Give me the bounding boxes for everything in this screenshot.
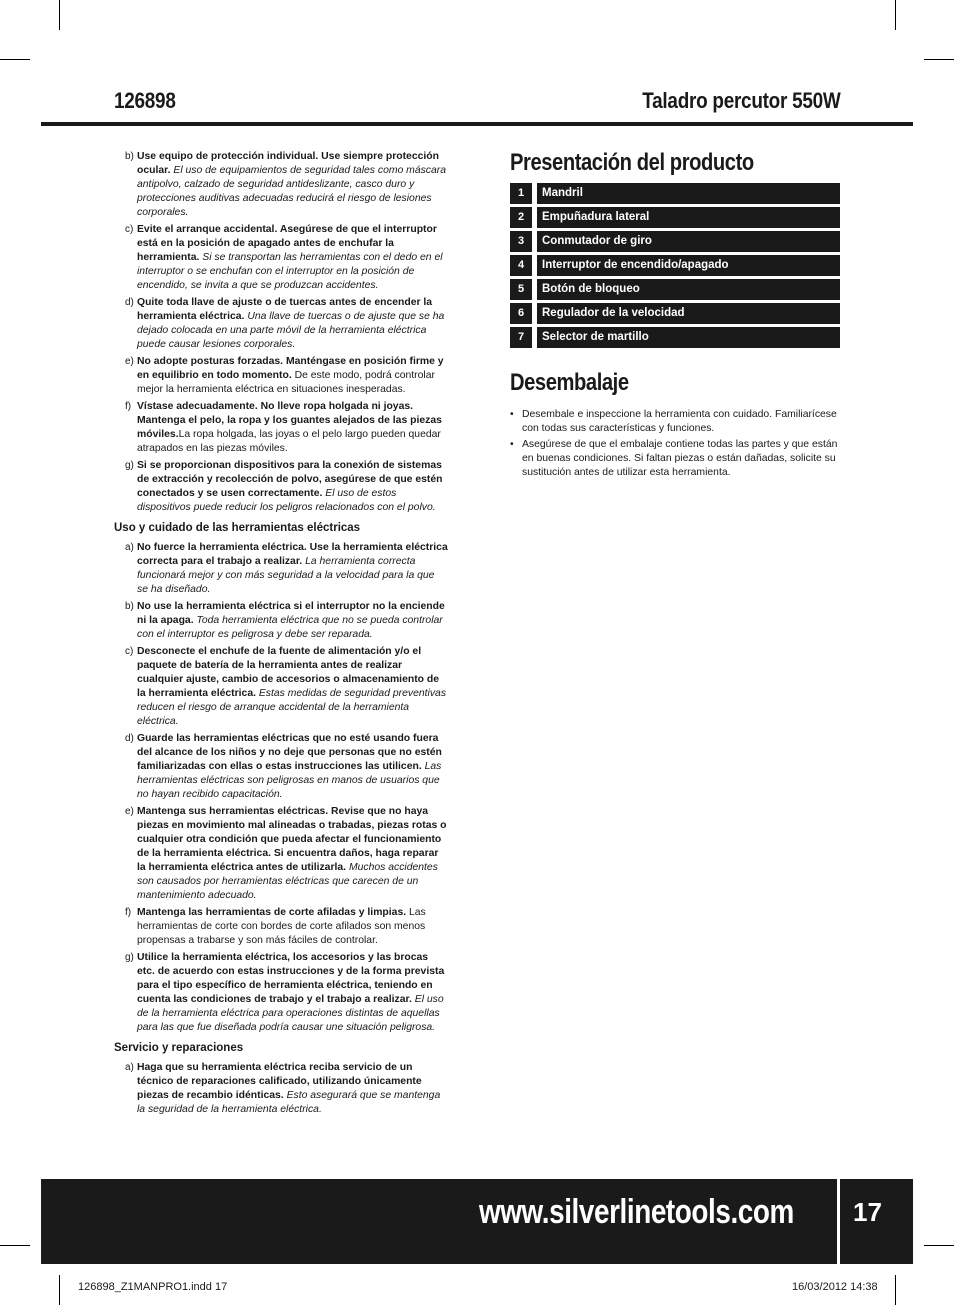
list-item [114,732,448,802]
bullet-text: Desembale e inspeccione la herramienta con cuidado. Familiarícese con todas sus características y funciones. [522,409,837,434]
crop-mark [924,59,954,60]
part-label: Interruptor de encendido/apagado [537,255,840,276]
item-italic-text: La herramienta correcta funcionará mejor y con más seguridad a la velocidad para la que se ha diseñado. [137,556,435,595]
item-bold-text: Haga que su herramienta eléctrica reciba servicio de un técnico de reparaciones calificado, utilizando únicamente piezas de recambio idénticas. [137,1062,422,1101]
item-letter: b) [125,151,134,162]
item-italic-text: El uso de equipamientos de seguridad tales como máscara antipolvo, calzado de seguridad antideslizante, casco duro y protecciones auditivas adecuadas reducirá el riesgo de lesiones corporales. [137,165,447,218]
item-italic-text: Toda herramienta eléctrica que no se pueda controlar con el interruptor es peligrosa y debe ser reparada. [137,615,443,640]
footer-divider [837,1179,840,1264]
footer-bar [41,1179,913,1264]
bullet-dot: • [510,439,514,450]
part-row [510,255,840,276]
product-column [510,148,840,482]
product-code: 126898 [114,88,176,113]
slug-date: 16/03/2012 14:38 [792,1281,878,1293]
item-italic-text: Si se transportan las herramientas con el dedo en el interruptor o se enchufan con el interruptor en la posición de encendido, se invita a que se produzcan accidentes. [137,252,443,291]
item-letter: a) [125,1062,134,1073]
item-italic-text: Estas medidas de seguridad preventivas reducen el riesgo de arranque accidental de la herramienta eléctrica. [137,688,447,727]
item-bold-text: Use equipo de protección individual. Use siempre protección ocular. [137,151,439,176]
item-bold-text: Desconecte el enchufe de la fuente de alimentación y/o el paquete de batería de la herramienta antes de realizar cualquier ajuste, cambio de accesorios o almacenamiento de la herramienta eléctrica. [137,646,440,699]
item-bold-text: Quite toda llave de ajuste o de tuercas antes de encender la herramienta eléctrica. [137,297,433,322]
item-bold-text: Evite el arranque accidental. Asegúrese de que el interruptor está en la posición de apagado antes de enchufar la herramienta. [137,224,437,263]
item-letter: e) [125,356,134,367]
page-header [41,84,913,126]
unpack-list [510,408,840,480]
list-item [114,906,448,948]
page-title: Taladro percutor 550W [641,88,840,113]
list-item [114,296,448,352]
page-number: 17 [853,1197,882,1227]
slug-file: 126898_Z1MANPRO1.indd 17 [78,1281,228,1293]
item-letter: d) [125,733,134,744]
unpack-section-title: Desembalaje [510,369,629,396]
item-bold-text: No fuerce la herramienta eléctrica. Use la herramienta eléctrica correcta para el trabajo a realizar. [137,542,448,567]
item-plain-text: De este modo, podrá controlar mejor la herramienta eléctrica en situaciones inesperadas. [137,370,435,395]
item-italic-text: El uso de estos dispositivos puede reducir los peligros relacionados con el polvo. [137,488,436,513]
item-letter: c) [125,646,134,657]
bullet-dot: • [510,409,514,420]
item-letter: d) [125,297,134,308]
section-title-use-care: Uso y cuidado de las herramientas eléctricas [114,522,361,534]
parts-list [510,183,840,348]
item-bold-text: Mantenga sus herramientas eléctricas. Revise que no haya piezas en movimiento mal alineadas o trabadas, piezas rotas o cualquier otra condición que pueda afectar el funcionamiento de la herramienta eléctrica. Si encuentra daños, haga reparar la herramienta eléctrica antes de utilizarla. [137,806,447,873]
part-row [510,303,840,324]
list-item [114,459,448,515]
part-number: 5 [510,279,532,300]
bullet-text: Asegúrese de que el embalaje contiene todas las partes y que están en buenas condiciones. Si faltan piezas o están dañadas, solicite su sustitución antes de utilizar esta herramienta. [522,439,838,478]
bullet-item [510,438,840,480]
item-letter: e) [125,806,134,817]
part-number: 6 [510,303,532,324]
list-item [114,645,448,729]
list-item [114,1061,448,1117]
item-letter: f) [125,907,132,918]
safety-instructions-column [114,150,448,1120]
part-row [510,183,840,204]
list-item [114,600,448,642]
list-item [114,355,448,397]
item-bold-text: Si se proporcionan dispositivos para la conexión de sistemas de extracción y recolección de polvo, asegúrese de que estén conectados y se usen correctamente. [137,460,443,499]
part-label: Selector de martillo [537,327,840,348]
section-title-service: Servicio y reparaciones [114,1042,244,1054]
part-row [510,231,840,252]
personal-safety-list [114,150,448,515]
list-item [114,805,448,903]
item-italic-text: Una llave de tuercas o de ajuste que se ha dejado colocada en una parte móvil de la herramienta eléctrica puede causar lesiones corporales. [137,311,445,350]
part-number: 4 [510,255,532,276]
crop-mark [895,0,896,30]
crop-mark [0,59,30,60]
item-bold-text: Utilice la herramienta eléctrica, los accesorios y las brocas etc. de acuerdo con estas instrucciones y de la forma prevista para el tipo específico de herramienta eléctrica, teniendo en cuenta las condiciones de trabajo y el trabajo a realizar. [137,952,445,1005]
item-plain-text: Las herramientas de corte con bordes de corte afilados son menos propensas a trabarse y son más fáciles de controlar. [137,907,426,946]
part-number: 7 [510,327,532,348]
item-bold-text: Mantenga las herramientas de corte afiladas y limpias. [137,907,407,918]
part-row [510,327,840,348]
list-item [114,541,448,597]
item-italic-text: Muchos accidentes son causados por herramientas eléctricas que carecen de un mantenimiento adecuado. [137,862,438,901]
crop-mark [895,1275,896,1305]
item-bold-text: No use la herramienta eléctrica si el interruptor no la enciende ni la apaga. [137,601,445,626]
part-row [510,279,840,300]
item-letter: g) [125,952,134,963]
item-letter: f) [125,401,132,412]
item-letter: c) [125,224,134,235]
crop-mark [0,1245,30,1246]
service-list [114,1061,448,1117]
part-label: Conmutador de giro [537,231,840,252]
item-bold-text: Guarde las herramientas eléctricas que no esté usando fuera del alcance de los niños y no deje que personas que no estén familiarizadas con ellas o estas instrucciones las utilicen. [137,733,442,772]
item-letter: a) [125,542,134,553]
item-bold-text: No adopte posturas forzadas. Manténgase en posición firme y en equilibrio en todo momento. [137,356,444,381]
list-item [114,150,448,220]
item-letter: b) [125,601,134,612]
website-url: www.silverlinetools.com [479,1193,794,1231]
crop-mark [924,1245,954,1246]
item-italic-text: Las herramientas eléctricas son peligrosas en manos de usuarios que no hayan recibido capacitación. [137,761,442,800]
part-row [510,207,840,228]
crop-mark [59,0,60,30]
item-letter: g) [125,460,134,471]
part-number: 1 [510,183,532,204]
crop-mark [59,1275,60,1305]
bullet-item [510,408,840,436]
part-label: Empuñadura lateral [537,207,840,228]
product-section-title: Presentación del producto [510,149,754,176]
part-label: Regulador de la velocidad [537,303,840,324]
part-label: Mandril [537,183,840,204]
part-number: 3 [510,231,532,252]
item-plain-text: La ropa holgada, las joyas o el pelo largo pueden quedar atrapados en las piezas móviles. [137,429,441,454]
list-item [114,951,448,1035]
use-care-list [114,541,448,1035]
item-italic-text: El uso de la herramienta eléctrica para operaciones distintas de aquellas para las que fue diseñada podría causar une situación peligrosa. [137,994,444,1033]
list-item [114,400,448,456]
item-bold-text: Vístase adecuadamente. No lleve ropa holgada ni joyas. Mantenga el pelo, la ropa y los guantes alejados de las piezas móviles. [137,401,442,440]
list-item [114,223,448,293]
part-number: 2 [510,207,532,228]
item-italic-text: Esto asegurará que se mantenga la seguridad de la herramienta eléctrica. [137,1090,441,1115]
part-label: Botón de bloqueo [537,279,840,300]
